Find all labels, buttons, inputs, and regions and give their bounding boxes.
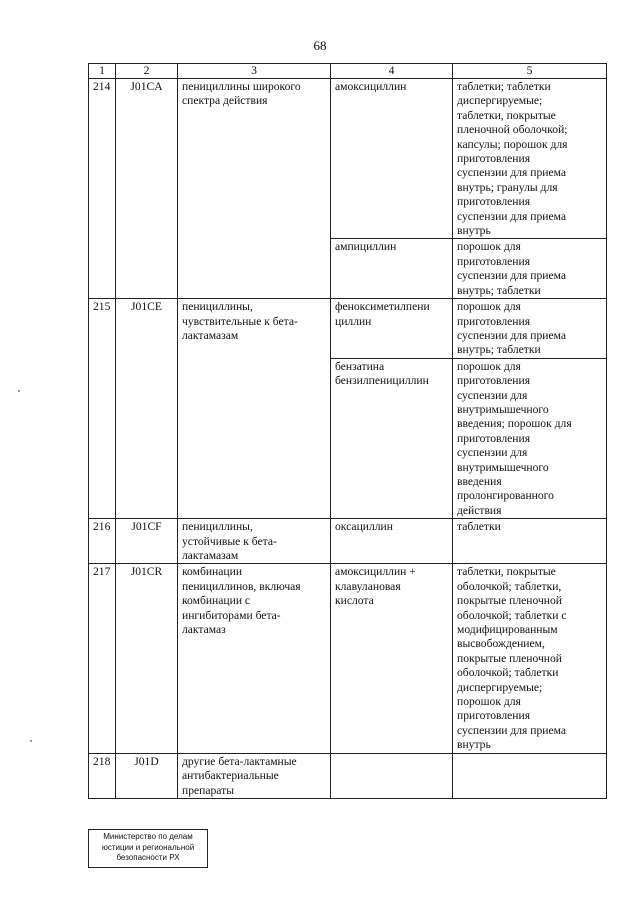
cell-line: пенициллины, bbox=[182, 300, 253, 314]
cell-line: комбинации с bbox=[182, 594, 251, 608]
pharmacological-group bbox=[178, 79, 331, 299]
cell-line: приготовления bbox=[457, 152, 531, 166]
cell-line: суспензии для приема bbox=[457, 723, 567, 737]
cell-line: капсулы; порошок для bbox=[457, 137, 568, 151]
cell-line: чувствительные к бета- bbox=[182, 314, 298, 328]
scan-dot bbox=[30, 740, 32, 742]
cell-line: приготовления bbox=[457, 195, 531, 209]
column-header: 3 bbox=[178, 64, 331, 79]
stamp-line: Министерство по делам bbox=[103, 832, 193, 841]
drug-name bbox=[331, 299, 453, 359]
cell-line: суспензии для приема bbox=[457, 166, 567, 180]
cell-line: покрытые пленочной bbox=[457, 651, 562, 665]
cell-line: приготовления bbox=[457, 254, 531, 268]
column-header: 4 bbox=[331, 64, 453, 79]
cell-line bbox=[457, 755, 602, 769]
dosage-forms bbox=[453, 358, 607, 518]
cell-line: комбинации bbox=[182, 565, 243, 579]
cell-line: циллин bbox=[335, 314, 372, 328]
atc-code: J01CA bbox=[116, 79, 178, 299]
cell-line: внутрь; таблетки bbox=[457, 283, 541, 297]
atc-code: J01CR bbox=[116, 564, 178, 753]
atc-code: J01CF bbox=[116, 519, 178, 564]
dosage-forms bbox=[453, 239, 607, 299]
row-number: 218 bbox=[89, 753, 116, 798]
cell-line: оксациллин bbox=[335, 520, 393, 534]
cell-line: пенициллины широкого bbox=[182, 80, 301, 93]
atc-code: J01CE bbox=[116, 299, 178, 519]
cell-line: пенициллины, bbox=[182, 520, 253, 534]
cell-line: клавулановая bbox=[335, 579, 401, 593]
cell-line: высвобождением, bbox=[457, 637, 545, 651]
pharmacological-group bbox=[178, 519, 331, 564]
pharmacological-group bbox=[178, 299, 331, 519]
page-number: 68 bbox=[313, 38, 327, 53]
cell-line: введения; порошок для bbox=[457, 417, 572, 431]
drug-name bbox=[331, 358, 453, 518]
cell-line: антибактериальные bbox=[182, 769, 279, 783]
cell-line: ингибиторами бета- bbox=[182, 608, 281, 622]
drug-name bbox=[331, 564, 453, 753]
row-number: 215 bbox=[89, 299, 116, 519]
cell-line: внутрь bbox=[457, 738, 491, 752]
dosage-forms bbox=[453, 299, 607, 359]
atc-code: J01D bbox=[116, 753, 178, 798]
cell-line: таблетки bbox=[457, 520, 501, 534]
row-number: 214 bbox=[89, 79, 116, 299]
column-header: 5 bbox=[453, 64, 607, 79]
table-row bbox=[89, 299, 607, 359]
drug-name bbox=[331, 519, 453, 564]
cell-line: приготовления bbox=[457, 709, 531, 723]
table-body bbox=[89, 79, 607, 799]
cell-line: ампициллин bbox=[335, 240, 397, 254]
cell-line: внутримышечного bbox=[457, 460, 549, 474]
cell-line: внутрь; таблетки bbox=[457, 343, 541, 357]
row-number: 216 bbox=[89, 519, 116, 564]
scan-dot bbox=[18, 390, 20, 392]
cell-line: амоксициллин bbox=[335, 80, 407, 93]
cell-line: бензатина bbox=[335, 359, 385, 373]
cell-line: введения bbox=[457, 474, 502, 488]
medicines-table bbox=[88, 63, 607, 799]
cell-line: суспензии для приема bbox=[457, 269, 567, 283]
cell-line: приготовления bbox=[457, 431, 531, 445]
cell-line: таблетки, покрытые bbox=[457, 565, 556, 579]
dosage-forms bbox=[453, 564, 607, 753]
cell-line: приготовления bbox=[457, 374, 531, 388]
cell-line: суспензии для приема bbox=[457, 328, 567, 342]
cell-line: оболочкой; таблетки с bbox=[457, 608, 567, 622]
row-number: 217 bbox=[89, 564, 116, 753]
table-row bbox=[89, 519, 607, 564]
cell-line: препараты bbox=[182, 783, 234, 797]
cell-line: лактамазам bbox=[182, 328, 239, 342]
cell-line: спектра действия bbox=[182, 94, 268, 108]
cell-line: диспергируемые; bbox=[457, 680, 543, 694]
table-header-row bbox=[89, 64, 607, 79]
cell-line: устойчивые к бета- bbox=[182, 534, 277, 548]
pharmacological-group bbox=[178, 564, 331, 753]
drug-name bbox=[331, 79, 453, 239]
dosage-forms bbox=[453, 519, 607, 564]
cell-line: порошок для bbox=[457, 300, 521, 314]
cell-line: феноксиметилпени bbox=[335, 300, 430, 314]
ministry-stamp bbox=[88, 829, 208, 868]
cell-line: бензилпенициллин bbox=[335, 374, 429, 388]
cell-line: таблетки, покрытые bbox=[457, 108, 556, 122]
cell-line: приготовления bbox=[457, 314, 531, 328]
cell-line: пролонгированного bbox=[457, 489, 554, 503]
cell-line: порошок для bbox=[457, 695, 521, 709]
cell-line: оболочкой; таблетки bbox=[457, 666, 559, 680]
cell-line: другие бета-лактамные bbox=[182, 754, 297, 768]
cell-line: суспензии для приема bbox=[457, 209, 567, 223]
cell-line: пенициллинов, включая bbox=[182, 579, 301, 593]
cell-line: оболочкой; таблетки, bbox=[457, 579, 562, 593]
cell-line: внутрь bbox=[457, 224, 491, 238]
table-row bbox=[89, 753, 607, 798]
cell-line: таблетки; таблетки bbox=[457, 80, 551, 93]
cell-line: лактамазам bbox=[182, 549, 239, 562]
cell-line: кислота bbox=[335, 594, 374, 608]
cell-line: покрытые пленочной bbox=[457, 594, 562, 608]
cell-line: порошок для bbox=[457, 359, 521, 373]
cell-line: порошок для bbox=[457, 240, 521, 254]
cell-line: внутрь; гранулы для bbox=[457, 180, 558, 194]
cell-line: пленочной оболочкой; bbox=[457, 123, 568, 137]
cell-line: суспензии для bbox=[457, 388, 528, 402]
cell-line: суспензии для bbox=[457, 446, 528, 460]
dosage-forms bbox=[453, 79, 607, 239]
pharmacological-group bbox=[178, 753, 331, 798]
column-header: 2 bbox=[116, 64, 178, 79]
cell-line: диспергируемые; bbox=[457, 94, 543, 108]
cell-line: лактамаз bbox=[182, 623, 226, 637]
column-header: 1 bbox=[89, 64, 116, 79]
cell-line: модифицированным bbox=[457, 623, 558, 637]
drug-name bbox=[331, 239, 453, 299]
table-row bbox=[89, 564, 607, 753]
cell-line: амоксициллин + bbox=[335, 565, 416, 579]
drug-name bbox=[331, 753, 453, 798]
stamp-line: безопасности РХ bbox=[116, 853, 180, 862]
cell-line bbox=[335, 755, 448, 769]
cell-line: внутримышечного bbox=[457, 402, 549, 416]
stamp-line: юстиции и региональной bbox=[101, 842, 195, 852]
table-row bbox=[89, 79, 607, 239]
dosage-forms bbox=[453, 753, 607, 798]
cell-line: действия bbox=[457, 503, 502, 517]
